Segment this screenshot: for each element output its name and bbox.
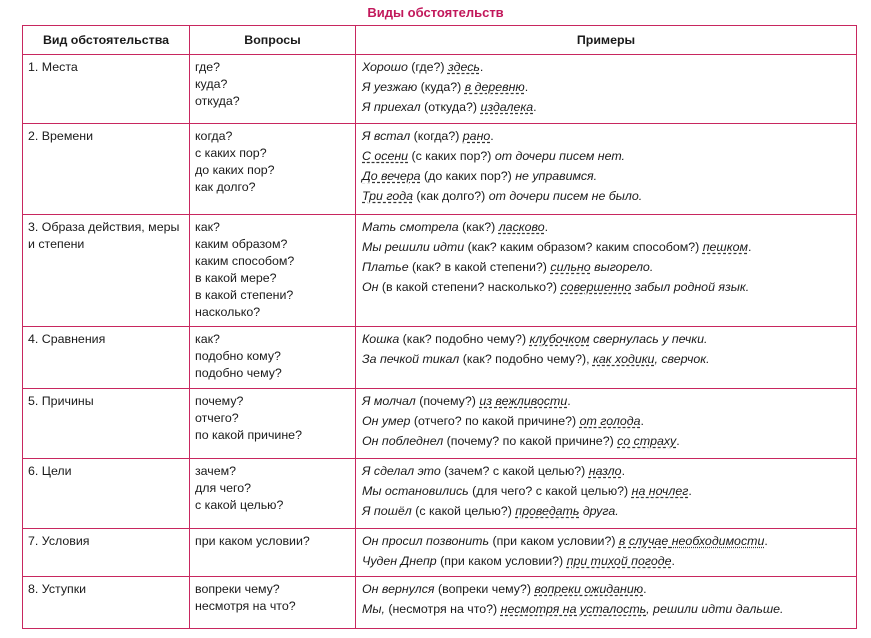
sentence-part: Мы решили идти	[362, 240, 468, 254]
header-questions: Вопросы	[190, 26, 356, 55]
adverbial-phrase: Три года	[362, 189, 413, 203]
adverbial-phrase: здесь	[447, 60, 480, 74]
example-sentence	[362, 551, 850, 571]
adverbial-phrase: сильно	[550, 260, 591, 274]
example-sentence	[362, 217, 850, 237]
question-text: почему?	[195, 394, 244, 408]
example-sentence	[362, 461, 850, 481]
question-hint: .	[671, 554, 675, 568]
question-text: отчего?	[195, 411, 239, 425]
question-hint: (для чего? с какой целью?)	[472, 484, 632, 498]
sentence-part: забыл родной язык.	[631, 280, 750, 294]
table-row	[23, 55, 857, 124]
question-text: насколько?	[195, 305, 261, 319]
kind-cell: 8. Уступки	[23, 577, 190, 629]
sentence-part: Хорошо	[362, 60, 412, 74]
questions-cell	[190, 55, 356, 124]
example-sentence	[362, 126, 850, 146]
table-row	[23, 215, 857, 327]
kind-cell: 5. Причины	[23, 389, 190, 459]
sentence-part: Я пошёл	[362, 504, 416, 518]
table-row	[23, 577, 857, 629]
question-hint: (как? в какой степени?)	[412, 260, 551, 274]
question-hint: .	[676, 434, 680, 448]
example-sentence	[362, 166, 850, 186]
example-sentence	[362, 77, 850, 97]
kind-cell: 3. Образа действия, меры и степени	[23, 215, 190, 327]
sentence-part: Я приехал	[362, 100, 425, 114]
adverbial-phrase: на ночлег	[631, 484, 689, 498]
sentence-part: от дочери писем нет.	[494, 149, 625, 163]
table-row	[23, 389, 857, 459]
question-text: при каком условии?	[195, 534, 310, 548]
examples-cell	[356, 327, 857, 389]
sentence-part: Кошка	[362, 332, 403, 346]
example-sentence	[362, 257, 850, 277]
adverbial-phrase: в деревню	[464, 80, 525, 94]
table-row	[23, 529, 857, 577]
example-sentence	[362, 329, 850, 349]
example-sentence	[362, 146, 850, 166]
question-hint: (почему?)	[419, 394, 480, 408]
examples-cell	[356, 577, 857, 629]
question-text: вопреки чему?	[195, 582, 280, 596]
question-text: для чего?	[195, 481, 251, 495]
sentence-part: , сверчок.	[654, 352, 710, 366]
examples-cell	[356, 215, 857, 327]
question-text: подобно кому?	[195, 349, 281, 363]
question-hint: (при каком условии?)	[492, 534, 619, 548]
adverbial-phrase: рано	[462, 129, 491, 143]
question-hint: (как?)	[462, 220, 499, 234]
sentence-part: Мать смотрела	[362, 220, 463, 234]
sentence-part: Он вернулся	[362, 582, 438, 596]
question-hint: (в какой степени? насколько?)	[381, 280, 561, 294]
example-sentence	[362, 579, 850, 599]
sentence-part: Он	[362, 280, 382, 294]
question-text: когда?	[195, 129, 233, 143]
example-sentence	[362, 186, 850, 206]
question-hint: (отчего? по какой причине?)	[413, 414, 580, 428]
examples-cell	[356, 529, 857, 577]
examples-cell	[356, 124, 857, 215]
question-text: как?	[195, 332, 220, 346]
question-text: где?	[195, 60, 220, 74]
questions-cell	[190, 529, 356, 577]
sentence-part: За печкой тикал	[362, 352, 463, 366]
sentence-part: Я молчал	[362, 394, 420, 408]
kind-cell: 1. Места	[23, 55, 190, 124]
question-hint: (где?)	[411, 60, 448, 74]
adverbial-phrase: со страху	[617, 434, 677, 448]
example-sentence	[362, 57, 850, 77]
question-text: в какой степени?	[195, 288, 294, 302]
question-text: каким образом?	[195, 237, 288, 251]
sentence-part: Мы,	[362, 602, 389, 616]
table-body	[23, 55, 857, 629]
examples-cell	[356, 55, 857, 124]
question-text: подобно чему?	[195, 366, 282, 380]
question-hint: .	[567, 394, 571, 408]
question-hint: .	[524, 80, 529, 94]
adverbial-phrase: несмотря на усталость	[500, 602, 647, 616]
sentence-part: Я уезжаю	[362, 80, 421, 94]
question-hint: (откуда?)	[424, 100, 481, 114]
table-row	[23, 327, 857, 389]
adverbial-phrase: ласково	[498, 220, 545, 234]
kind-cell: 4. Сравнения	[23, 327, 190, 389]
examples-cell	[356, 389, 857, 459]
question-hint: (до каких пор?)	[420, 169, 516, 183]
question-text: каким способом?	[195, 254, 295, 268]
questions-cell	[190, 577, 356, 629]
question-hint: .	[479, 60, 484, 74]
question-text: по какой причине?	[195, 428, 302, 442]
question-hint: (как долго?)	[412, 189, 489, 203]
example-sentence	[362, 349, 850, 369]
question-hint: .	[544, 220, 549, 234]
adverbial-phrase: необходимости	[671, 534, 765, 548]
sentence-part: друга.	[579, 504, 619, 518]
question-hint: (при каком условии?)	[440, 554, 567, 568]
question-hint: (вопреки чему?)	[438, 582, 535, 596]
sentence-part: Я встал	[362, 129, 414, 143]
adverbial-phrase: от голода	[579, 414, 641, 428]
adverbial-phrase: из вежливости	[479, 394, 568, 408]
questions-cell	[190, 389, 356, 459]
table-row	[23, 459, 857, 529]
example-sentence	[362, 411, 850, 431]
question-hint: (когда?)	[413, 129, 463, 143]
question-text: куда?	[195, 77, 228, 91]
sentence-part: Он умер	[362, 414, 414, 428]
adverbial-phrase: при тихой погоде	[566, 554, 672, 568]
adverbial-phrase: как ходики	[592, 352, 655, 366]
example-sentence	[362, 599, 850, 619]
question-hint: (зачем? с какой целью?)	[444, 464, 589, 478]
questions-cell	[190, 327, 356, 389]
adverbial-phrase: С осени	[362, 149, 409, 163]
example-sentence	[362, 501, 850, 521]
questions-cell	[190, 459, 356, 529]
sentence-part: Он просил позвонить	[362, 534, 493, 548]
sentence-part: выгорело.	[590, 260, 654, 274]
question-hint: (как? каким образом? каким способом?)	[467, 240, 703, 254]
question-hint: .	[490, 129, 494, 143]
question-hint: .	[533, 100, 537, 114]
example-sentence	[362, 277, 850, 297]
question-hint: .	[688, 484, 692, 498]
sentence-part: от дочери писем не было.	[488, 189, 643, 203]
kind-cell: 6. Цели	[23, 459, 190, 529]
sentence-part: Платье	[362, 260, 413, 274]
header-examples: Примеры	[356, 26, 857, 55]
question-text: откуда?	[195, 94, 240, 108]
question-text: с какой целью?	[195, 498, 284, 512]
sentence-part: Я сделал это	[362, 464, 445, 478]
question-hint: (почему? по какой причине?)	[446, 434, 618, 448]
sentence-part: , решили идти дальше.	[646, 602, 784, 616]
example-sentence	[362, 481, 850, 501]
adverbial-phrase: назло	[588, 464, 622, 478]
adverbial-phrase: клубочком	[529, 332, 590, 346]
question-hint: (как? подобно чему?)	[402, 332, 530, 346]
sentence-part: Он побледнел	[362, 434, 447, 448]
question-text: до каких пор?	[195, 163, 275, 177]
question-text: зачем?	[195, 464, 237, 478]
example-sentence	[362, 431, 850, 451]
question-text: в какой мере?	[195, 271, 277, 285]
example-sentence	[362, 391, 850, 411]
examples-cell	[356, 459, 857, 529]
question-hint: (с каких пор?)	[408, 149, 495, 163]
circumstances-table	[22, 25, 857, 629]
sentence-part: Чуден Днепр	[362, 554, 441, 568]
sentence-part: свернулась у печки.	[589, 332, 708, 346]
questions-cell	[190, 124, 356, 215]
adverbial-phrase: вопреки ожиданию	[534, 582, 644, 596]
question-hint: .	[621, 464, 626, 478]
sentence-part: не управимся.	[515, 169, 598, 183]
question-text: как?	[195, 220, 220, 234]
question-hint: (несмотря на что?)	[388, 602, 501, 616]
adverbial-phrase: совершенно	[560, 280, 632, 294]
adverbial-phrase: пешком	[702, 240, 748, 254]
question-text: несмотря на что?	[195, 599, 296, 613]
adverbial-phrase: издалека	[480, 100, 534, 114]
header-row	[23, 26, 857, 55]
example-sentence	[362, 97, 850, 117]
adverbial-phrase: До вечера	[362, 169, 421, 183]
kind-cell: 2. Времени	[23, 124, 190, 215]
adverbial-phrase: проведать	[515, 504, 580, 518]
question-hint: (куда?)	[420, 80, 465, 94]
question-hint: .	[643, 582, 647, 596]
question-hint: .	[764, 534, 768, 548]
header-kind: Вид обстоятельства	[23, 26, 190, 55]
questions-cell	[190, 215, 356, 327]
table-row	[23, 124, 857, 215]
table-title: Виды обстоятельств	[367, 5, 504, 20]
question-hint: (как? подобно чему?),	[462, 352, 593, 366]
question-hint: (с какой целью?)	[415, 504, 516, 518]
question-text: как долго?	[195, 180, 256, 194]
kind-cell: 7. Условия	[23, 529, 190, 577]
adverbial-phrase: в случае	[618, 534, 672, 548]
sentence-part: Мы остановились	[362, 484, 473, 498]
question-text: с каких пор?	[195, 146, 267, 160]
example-sentence	[362, 531, 850, 551]
question-hint: .	[747, 240, 752, 254]
example-sentence	[362, 237, 850, 257]
question-hint: .	[640, 414, 644, 428]
